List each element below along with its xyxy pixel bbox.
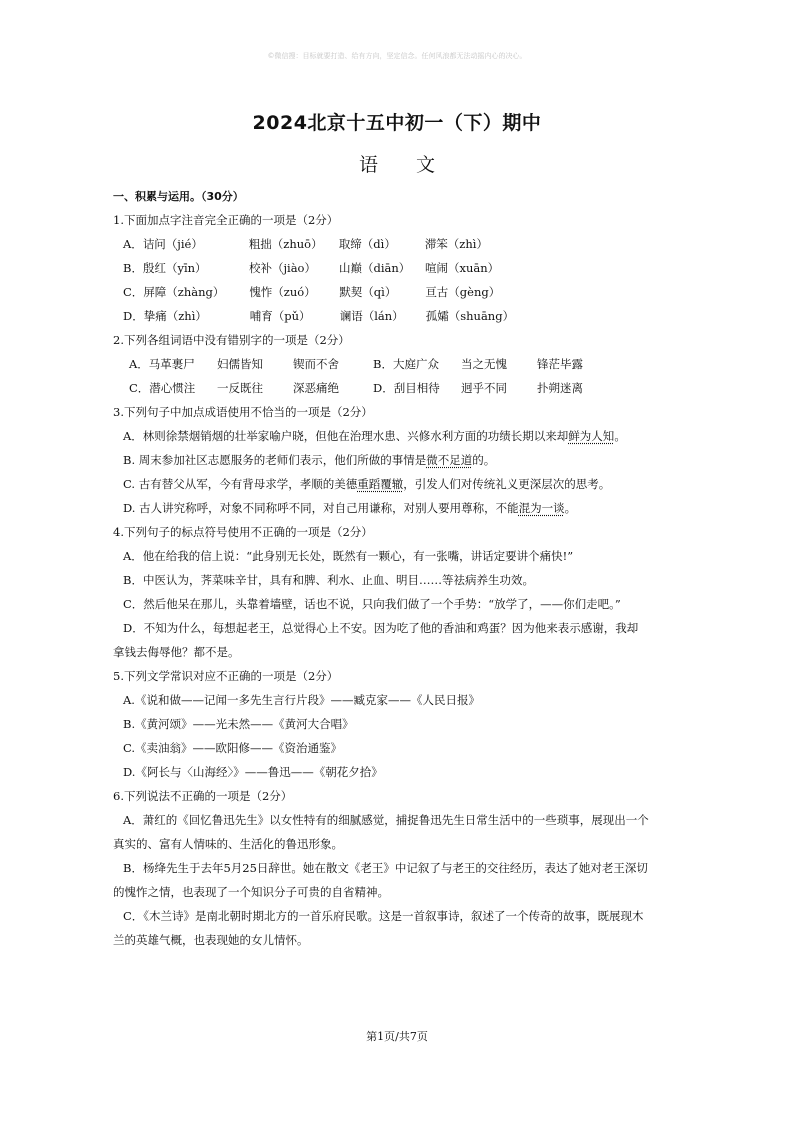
q3-b-text: B. 周末参加社区志愿服务的老师们表示，他们所做的事情是 [123,453,427,467]
q3-option-c [113,472,688,496]
q1-d-item-2: 哺育（pǔ） [249,309,311,323]
q2-word: C．潜心惯注 [129,381,196,395]
q6-option-a-line2: 真实的、富有人情味的、生活化的鲁迅形象。 [113,837,343,851]
q3-a-text: A．林则徐禁烟销烟的壮举家喻户晓，但他在治理水患、兴修水利方面的功绩长期以来却 [123,429,569,443]
q1-c-item-2: 愧怍（zuó） [249,285,316,299]
q1-c-item-3: 默契（qì） [339,285,397,299]
q3-a-idiom: 鲜为人知 [568,429,615,443]
q1-b-item-1: 殷红（yīn） [142,261,207,275]
q3-c-end: ，引发人们对传统礼义更深层次的思考。 [403,477,611,491]
q6-option-c-line2: 兰的英雄气概，也表现她的女儿情怀。 [113,933,309,947]
q2-word: 锲而不舍 [293,357,339,371]
page-number: 第1页/共7页 [366,1030,428,1043]
q1-option-d [113,304,688,328]
q1-option-a [113,232,688,256]
q6-option-b-line1: B．杨绛先生于去年5月25日辞世。她在散文《老王》中记叙了与老王的交往经历，表达了她对老王深切 [123,861,648,875]
option-label: B． [123,261,143,275]
q5-option-a: A.《说和做——记闻一多先生言行片段》——臧克家——《人民日报》 [123,693,480,707]
subject-title: 语 文 [358,154,435,176]
q5-option-c: C.《卖油翁》——欧阳修——《资治通鉴》 [123,741,343,755]
exam-content [113,185,688,952]
q6-option-b-line2: 的愧怍之情，也表现了一个知识分子可贵的自省精神。 [113,885,389,899]
watermark-text: ©微信搜：目标就要打造、给有方向，坚定信念。任何风浪都无法动摇内心的决心。 [267,52,527,60]
q1-d-item-1: 挚痛（zhì） [143,309,207,323]
q3-a-end: 。 [614,429,626,443]
q2-word: 妇儒皆知 [217,357,263,371]
q1-a-item-4: 滞笨（zhì） [424,237,488,251]
q2-word: 扑朔迷离 [537,381,583,395]
exam-title: 2024北京十五中初一（下）期中 [252,112,542,134]
section-heading: 一、积累与运用。（30分） [113,190,244,203]
question-6-stem: 6.下列说法不正确的一项是（2分） [113,789,293,803]
question-3-stem: 3.下列句子中加点成语使用不恰当的一项是（2分） [113,405,373,419]
q2-word: A．马革裹尸 [129,357,195,371]
question-4-stem: 4.下列句子的标点符号使用不正确的一项是（2分） [113,525,373,539]
q2-row-1 [113,352,688,376]
q1-c-item-1: 屏障（zhàng） [143,285,225,299]
q2-word: 一反既往 [217,381,263,395]
q6-option-a-line1: A．萧红的《回忆鲁迅先生》以女性特有的细腻感觉，捕捉鲁迅先生日常生活中的一些琐事，展现出一个 [123,813,649,827]
q1-option-b [113,256,688,280]
q3-d-end: 。 [564,501,577,515]
q2-word: 深恶痛绝 [293,381,339,395]
q1-c-item-4: 亘古（gèng） [425,285,501,299]
option-label: A． [123,237,143,251]
q3-c-idiom: 重蹈覆辙 [357,477,404,491]
q2-word: D．刮目相待 [373,381,440,395]
q3-c-text: C. 古有替父从军，今有背母求学，孝顺的美德 [123,477,358,491]
q1-a-item-2: 粗拙（zhuō） [248,237,323,251]
q1-b-item-3: 山巅（diān） [338,261,411,275]
q2-word: B．大庭广众 [373,357,439,371]
q1-b-item-4: 喧闹（xuān） [424,261,500,275]
q4-option-d-line1: D．不知为什么，每想起老王，总觉得心上不安。因为吃了他的香油和鸡蛋？因为他来表示感谢，我却 [123,621,639,635]
q1-d-item-3: 谰语（lán） [339,309,404,323]
q4-option-c: C．然后他呆在那儿，头靠着墙壁，话也不说，只向我们做了一个手势：“放学了，——你们走吧。” [123,597,621,611]
question-2-stem: 2.下列各组词语中没有错别字的一项是（2分） [113,333,350,347]
q5-option-d: D.《阿长与〈山海经〉》——鲁迅——《朝花夕拾》 [123,765,383,779]
q3-b-end: 的。 [472,453,496,467]
q3-option-b [113,448,688,472]
q3-d-idiom: 混为一谈 [518,501,565,515]
question-5-stem: 5.下列文学常识对应不正确的一项是（2分） [113,669,339,683]
q2-word: 迥乎不同 [461,381,507,395]
q2-row-2 [113,376,688,400]
q1-b-item-2: 校补（jiào） [248,261,316,275]
q3-option-a [113,424,688,448]
question-1-stem: 1.下面加点字注音完全正确的一项是（2分） [113,213,339,227]
q1-option-c [113,280,688,304]
q4-option-d-line2: 拿钱去侮辱他？都不是。 [113,645,240,659]
q3-option-d [113,496,688,520]
q2-word: 当之无愧 [461,357,507,371]
q4-option-b: B．中医认为，荠菜味辛甘，具有和脾、利水、止血、明目……等祛病养生功效。 [123,573,534,587]
q6-option-c-line1: C．《木兰诗》是南北朝时期北方的一首乐府民歌。这是一首叙事诗，叙述了一个传奇的故事，既展现木 [123,909,644,923]
option-label: C． [123,285,144,299]
q1-a-item-3: 取缔（dì） [338,237,396,251]
q2-word: 锋茫毕露 [537,357,583,371]
q3-b-idiom: 微不足道 [426,453,473,467]
q4-option-a: A．他在给我的信上说：“此身别无长处，既然有一颗心，有一张嘴，讲话定要讲个痛快!” [123,549,574,563]
option-label: D． [123,309,144,323]
q1-d-item-4: 孤孀（shuāng） [425,309,515,323]
q3-d-text: D. 古人讲究称呼，对象不同称呼不同，对自己用谦称，对别人要用尊称，不能 [123,501,519,515]
q1-a-item-1: 诘问（jié） [142,237,203,251]
q5-option-b: B.《黄河颂》——光未然——《黄河大合唱》 [123,717,354,731]
